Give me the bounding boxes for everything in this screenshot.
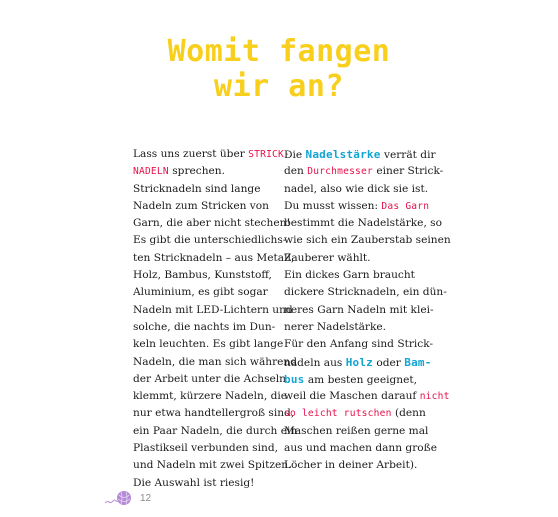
body-text: Ein dickes Garn braucht — [284, 269, 415, 282]
text-line — [284, 232, 451, 249]
body-text: Für den Anfang sind Strick- — [284, 338, 434, 351]
body-text: dickere Stricknadeln, ein dün- — [284, 286, 447, 299]
text-line — [133, 475, 297, 492]
body-text: nerer Nadelstärke. — [284, 320, 387, 333]
highlighted-term: Bam- — [404, 355, 432, 369]
text-line — [284, 336, 451, 353]
text-line — [133, 163, 297, 180]
title-line-2: wir an? — [214, 69, 344, 104]
text-line — [133, 440, 297, 457]
text-line — [284, 181, 451, 198]
text-line — [133, 457, 297, 474]
body-text: solche, die nachts im Dun- — [133, 320, 276, 333]
body-text: Nadeln mit LED-Lichtern und — [133, 303, 293, 316]
page-footer — [104, 489, 151, 507]
title-line-1: Womit fangen — [167, 34, 391, 69]
body-text: oder — [373, 356, 405, 369]
highlighted-term: Durchmesser — [307, 166, 373, 178]
highlighted-term: NADELN — [133, 166, 169, 178]
body-text: nadel, also wie dick sie ist. — [284, 182, 429, 195]
body-text: verrät dir — [380, 149, 436, 161]
body-text: bestimmt die Nadelstärke, so — [284, 217, 442, 230]
text-line — [284, 284, 451, 301]
body-text: aus und machen dann große — [284, 442, 437, 455]
body-text: (denn — [391, 407, 426, 420]
text-line — [133, 423, 297, 440]
text-line — [133, 146, 297, 163]
body-text: einer Strick- — [373, 165, 444, 178]
text-line — [133, 371, 297, 388]
text-line — [284, 457, 451, 474]
body-text: Es gibt die unterschiedlichs- — [133, 234, 287, 247]
text-line — [284, 388, 451, 405]
body-text: Nadeln zum Stricken von — [133, 199, 269, 212]
body-text: Zauberer wählt. — [284, 251, 371, 264]
highlighted-term: Das Garn — [381, 200, 430, 212]
body-text: Du musst wissen: — [284, 199, 382, 212]
body-text: Die Auswahl ist riesig! — [133, 476, 255, 489]
text-line — [133, 198, 297, 215]
highlighted-term: nicht — [419, 391, 450, 403]
highlighted-term: bus — [284, 372, 305, 386]
text-line — [284, 354, 451, 371]
page-title — [0, 34, 558, 104]
body-text: der Arbeit unter die Achseln — [133, 372, 286, 385]
body-text: klemmt, kürzere Nadeln, die — [133, 390, 288, 403]
body-text: den — [284, 165, 308, 178]
text-line — [133, 284, 297, 301]
body-text: Nadeln, die man sich während — [133, 355, 298, 368]
body-text: und Nadeln mit zwei Spitzen. — [133, 459, 292, 472]
left-text-column — [133, 146, 297, 492]
text-line — [133, 302, 297, 319]
text-line — [133, 388, 297, 405]
body-text: am besten geeignet, — [304, 373, 417, 386]
text-line — [284, 440, 451, 457]
body-text: Holz, Bambus, Kunststoff, — [133, 269, 272, 282]
body-text: wie sich ein Zauberstab seinen — [284, 234, 451, 247]
body-text: Plastikseil verbunden sind, — [133, 442, 278, 455]
text-line — [284, 163, 451, 180]
text-line — [133, 232, 297, 249]
body-text: keln leuchten. Es gibt lange — [133, 338, 284, 351]
body-text: Die — [284, 149, 306, 161]
highlighted-term: so leicht rutschen — [284, 408, 392, 420]
text-line — [133, 215, 297, 232]
body-text: Maschen reißen gerne mal — [284, 424, 429, 437]
text-line — [284, 267, 451, 284]
body-text: ten Stricknadeln – aus Metall, — [133, 251, 295, 264]
highlighted-term: Nadelstärke — [305, 148, 381, 161]
highlighted-term: STRICK- — [248, 149, 290, 160]
text-line — [133, 405, 297, 422]
body-text: ein Paar Nadeln, die durch ein — [133, 424, 298, 437]
body-text: sprechen. — [168, 165, 225, 178]
text-line — [284, 405, 451, 422]
text-line — [284, 423, 451, 440]
body-text: weil die Maschen darauf — [284, 390, 420, 403]
body-text: Stricknadeln sind lange — [133, 182, 261, 195]
text-line — [284, 319, 451, 336]
body-text: Löcher in deiner Arbeit). — [284, 459, 418, 472]
yarn-ball-icon — [104, 489, 132, 507]
right-text-column — [284, 146, 451, 475]
body-text: Lass uns zuerst über — [133, 148, 249, 160]
text-line — [284, 302, 451, 319]
text-line — [133, 181, 297, 198]
page-number: 12 — [140, 492, 152, 504]
text-line — [284, 198, 451, 215]
body-text: nadeln aus — [284, 356, 346, 369]
text-line — [133, 250, 297, 267]
text-line — [133, 336, 297, 353]
text-line — [133, 319, 297, 336]
body-text: Garn, die aber nicht stechen! — [133, 217, 291, 230]
body-text: nur etwa handtellergroß sind, — [133, 407, 295, 420]
body-text: neres Garn Nadeln mit klei- — [284, 303, 434, 316]
highlighted-term: Holz — [345, 355, 374, 369]
text-line — [284, 215, 451, 232]
body-text: Aluminium, es gibt sogar — [133, 286, 268, 299]
text-line — [133, 354, 297, 371]
text-line — [284, 146, 451, 163]
text-line — [284, 250, 451, 267]
text-line — [284, 371, 451, 388]
text-line — [133, 267, 297, 284]
